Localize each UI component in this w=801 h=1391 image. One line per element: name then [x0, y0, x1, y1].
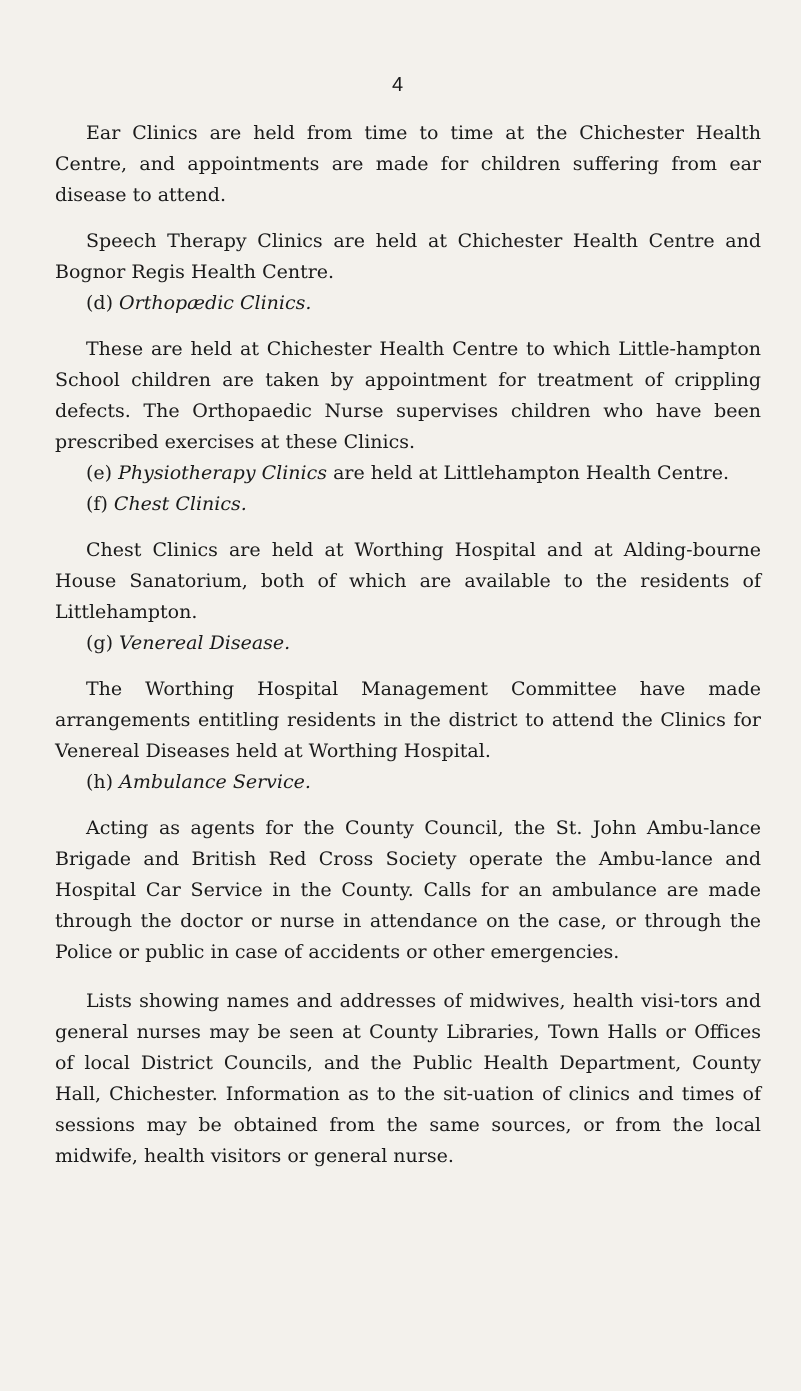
paragraph-chest-clinics: Chest Clinics are held at Worthing Hospital and at Alding-bourne House Sanatorium, both of which are available to the residents of Littlehampton.	[55, 539, 761, 623]
heading-title: Physiotherapy Clinics	[118, 462, 328, 484]
paragraph-text: are held at Littlehampton Health Centre.	[333, 462, 730, 484]
heading-label: (d)	[86, 292, 113, 314]
heading-label: (e)	[86, 462, 113, 484]
heading-title: Chest Clinics.	[113, 493, 247, 515]
paragraph-venereal-disease: The Worthing Hospital Management Committee have made arrangements entitling residents in the district to attend the Clinics for Venereal Diseases held at Worthing Hospital.	[55, 678, 761, 762]
paragraph-speech-therapy: Speech Therapy Clinics are held at Chichester Health Centre and Bognor Regis Health Centre.	[55, 230, 761, 283]
page-body	[55, 118, 761, 1172]
heading-chest-clinics	[55, 489, 761, 520]
heading-ambulance-service	[55, 767, 761, 798]
heading-label: (h)	[86, 771, 114, 793]
heading-label: (f)	[86, 493, 108, 515]
heading-title: Venereal Disease.	[119, 632, 291, 654]
paragraph-orthopaedic: These are held at Chichester Health Centre to which Little-hampton School children are taken by appointment for treatment of crippling defects. The Orthopaedic Nurse supervises children who have been prescribed exercises at these Clinics.	[55, 338, 761, 453]
heading-title: Orthopædic Clinics.	[119, 292, 312, 314]
heading-title: Ambulance Service.	[119, 771, 311, 793]
page-number: 4	[392, 74, 404, 96]
paragraph-physiotherapy	[55, 458, 761, 489]
paragraph-ear-clinics: Ear Clinics are held from time to time at the Chichester Health Centre, and appointments are made for children suffering from ear disease to attend.	[55, 122, 761, 206]
heading-label: (g)	[86, 632, 113, 654]
heading-orthopaedic-clinics	[55, 288, 761, 319]
heading-venereal-disease	[55, 628, 761, 659]
paragraph-lists: Lists showing names and addresses of midwives, health visi-tors and general nurses may be seen at County Libraries, Town Halls or Offices of local District Councils, and the Public Health Department, County Hall, Chichester. Information as to the sit-uation of clinics and times of sessions may be obtained from the same sources, or from the local midwife, health visitors or general nurse.	[55, 990, 761, 1167]
paragraph-ambulance-service: Acting as agents for the County Council, the St. John Ambu-lance Brigade and British Red Cross Society operate the Ambu-lance and Hospital Car Service in the County. Calls for an ambulance are made through the doctor or nurse in attendance on the case, or through the Police or public in case of accidents or other emergencies.	[55, 817, 761, 963]
